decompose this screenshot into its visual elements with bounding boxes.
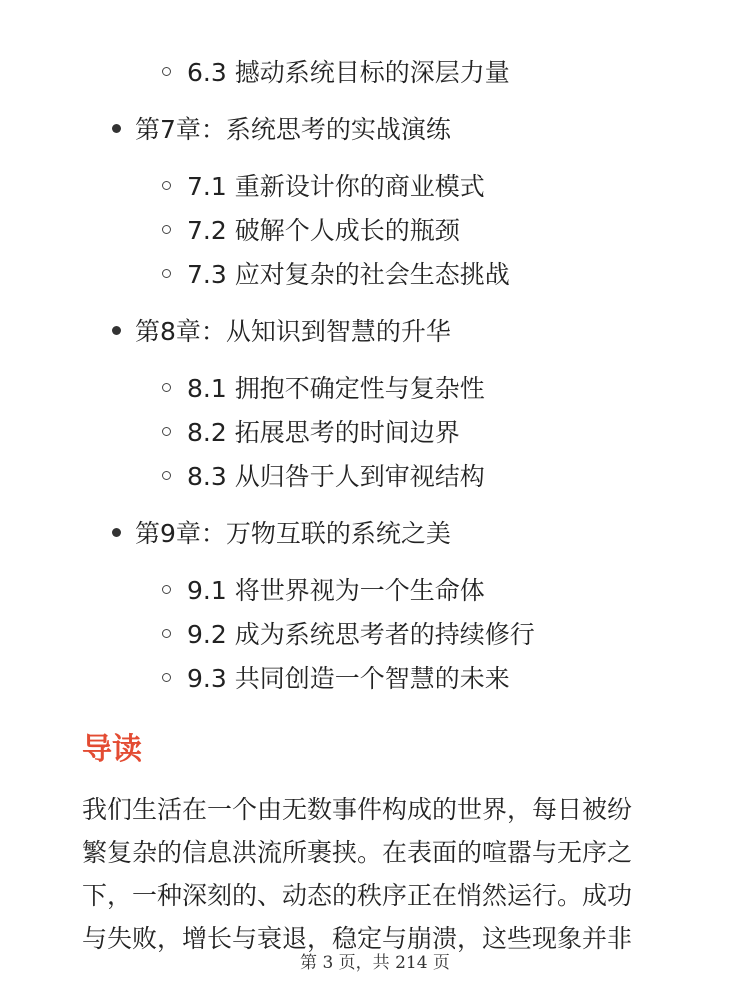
toc-item-label: 9.3 共同创造一个智慧的未来 xyxy=(187,664,510,693)
paragraph-line: 繁复杂的信息洪流所裹挟。在表面的喧嚣与无序之 xyxy=(82,838,633,867)
paragraph-line: 下，一种深刻的、动态的秩序正在悄然运行。成功 xyxy=(82,881,633,910)
toc-section-9-1 xyxy=(162,567,485,611)
paragraph-line: 我们生活在一个由无数事件构成的世界，每日被纷 xyxy=(82,795,633,824)
hollow-bullet-icon xyxy=(162,471,171,480)
hollow-bullet-icon xyxy=(162,629,171,638)
toc-item-label: 7.3 应对复杂的社会生态挑战 xyxy=(187,260,510,289)
hollow-bullet-icon xyxy=(162,67,171,76)
toc-chapter-9 xyxy=(112,510,451,554)
toc-section-9-3 xyxy=(162,655,510,699)
hollow-bullet-icon xyxy=(162,269,171,278)
hollow-bullet-icon xyxy=(162,585,171,594)
hollow-bullet-icon xyxy=(162,383,171,392)
toc-item-label: 7.1 重新设计你的商业模式 xyxy=(187,172,485,201)
hollow-bullet-icon xyxy=(162,673,171,682)
toc-section-7-3 xyxy=(162,251,510,295)
toc-item-label: 第8章：从知识到智慧的升华 xyxy=(135,317,451,346)
toc-item-label: 第9章：万物互联的系统之美 xyxy=(135,519,451,548)
filled-bullet-icon xyxy=(112,124,121,133)
toc-item-label: 第7章：系统思考的实战演练 xyxy=(135,115,451,144)
toc-section-9-2 xyxy=(162,611,535,655)
toc-item-label: 6.3 撼动系统目标的深层力量 xyxy=(187,58,510,87)
toc-section-8-2 xyxy=(162,409,460,453)
intro-paragraph xyxy=(82,788,682,960)
toc-item-label: 8.3 从归咎于人到审视结构 xyxy=(187,462,485,491)
toc-chapter-8 xyxy=(112,308,451,352)
filled-bullet-icon xyxy=(112,326,121,335)
toc-item-label: 9.1 将世界视为一个生命体 xyxy=(187,576,485,605)
toc-item-label: 8.1 拥抱不确定性与复杂性 xyxy=(187,374,485,403)
hollow-bullet-icon xyxy=(162,427,171,436)
toc-section-6-3 xyxy=(162,49,510,93)
section-heading: 导读 xyxy=(82,732,142,767)
filled-bullet-icon xyxy=(112,528,121,537)
toc-chapter-7 xyxy=(112,106,451,150)
toc-section-8-1 xyxy=(162,365,485,409)
toc-section-7-1 xyxy=(162,163,485,207)
toc-item-label: 7.2 破解个人成长的瓶颈 xyxy=(187,216,460,245)
toc-section-8-3 xyxy=(162,453,485,497)
toc-item-label: 8.2 拓展思考的时间边界 xyxy=(187,418,460,447)
paragraph-line: 与失败，增长与衰退，稳定与崩溃，这些现象并非 xyxy=(82,924,633,953)
hollow-bullet-icon xyxy=(162,225,171,234)
hollow-bullet-icon xyxy=(162,181,171,190)
toc-section-7-2 xyxy=(162,207,460,251)
page-number-footer: 第 3 页，共 214 页 xyxy=(300,953,450,973)
toc-item-label: 9.2 成为系统思考者的持续修行 xyxy=(187,620,535,649)
